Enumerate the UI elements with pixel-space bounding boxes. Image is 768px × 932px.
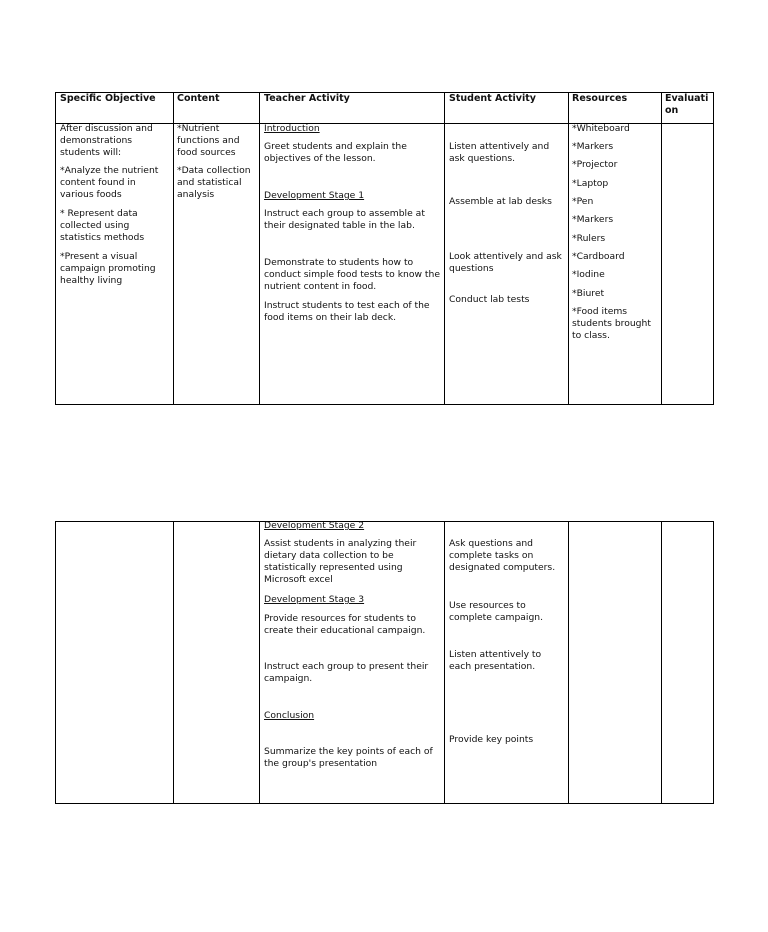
col-resources [569, 522, 662, 803]
col-student-activity [445, 93, 569, 404]
teacher-activity-text: Greet students and explain the objectives of the lesson. [264, 141, 407, 164]
col-resources [569, 93, 662, 404]
student-activity-text: Conduct lab tests [449, 294, 530, 305]
resource-item: *Food items students brought to class. [572, 306, 651, 341]
teacher-activity-text: Summarize the key points of each of the group's presentation [264, 746, 433, 769]
heading-development-stage-2: Development Stage 2 [264, 520, 365, 531]
resource-item: *Markers [572, 141, 614, 152]
teacher-activity-text: Instruct each group to present their campaign. [264, 661, 429, 684]
content-item: *Nutrient functions and food sources [177, 123, 240, 158]
student-activity-text: Assemble at lab desks [449, 196, 552, 207]
header-teacher-activity: Teacher Activity [264, 93, 350, 104]
col-specific-objective [56, 522, 174, 803]
col-content [174, 522, 260, 803]
resource-item: *Biuret [572, 288, 605, 299]
teacher-activity-text: Provide resources for students to create their educational campaign. [264, 613, 426, 636]
lesson-plan-table-1 [55, 92, 714, 405]
student-activity-text: Look attentively and ask questions [449, 251, 562, 274]
student-activity-text: Listen attentively to each presentation. [449, 649, 542, 672]
resource-item: *Pen [572, 196, 594, 207]
resource-item: *Laptop [572, 178, 609, 189]
teacher-activity-text: Demonstrate to students how to conduct simple food tests to know the nutrient content in food. [264, 257, 440, 292]
resource-item: *Rulers [572, 233, 606, 244]
header-specific-objective: Specific Objective [60, 93, 156, 104]
student-activity-text: Use resources to complete campaign. [449, 600, 544, 623]
objective-intro: After discussion and demonstrations students will: [60, 123, 153, 158]
header-evaluation: Evaluati on [665, 93, 709, 116]
resource-item: *Cardboard [572, 251, 625, 262]
header-student-activity: Student Activity [449, 93, 536, 104]
teacher-activity-text: Assist students in analyzing their dietary data collection to be statistically represented using Microsoft excel [264, 538, 417, 585]
heading-development-stage-3: Development Stage 3 [264, 594, 365, 605]
objective-item: *Present a visual campaign promoting healthy living [60, 251, 156, 286]
col-teacher-activity [260, 93, 445, 404]
resource-item: *Whiteboard [572, 123, 630, 134]
header-content: Content [177, 93, 220, 104]
heading-conclusion: Conclusion [264, 710, 315, 721]
teacher-activity-text: Instruct students to test each of the food items on their lab deck. [264, 300, 430, 323]
col-evaluation [662, 93, 715, 404]
objective-item: *Analyze the nutrient content found in various foods [60, 165, 159, 200]
header-resources: Resources [572, 93, 628, 104]
teacher-activity-text: Instruct each group to assemble at their designated table in the lab. [264, 208, 425, 231]
content-item: *Data collection and statistical analysis [177, 165, 251, 200]
lesson-plan-table-2 [55, 521, 714, 804]
resource-item: *Iodine [572, 269, 605, 280]
objective-item: * Represent data collected using statistics methods [60, 208, 145, 243]
col-evaluation [662, 522, 715, 803]
heading-development-stage-1: Development Stage 1 [264, 190, 365, 201]
student-activity-text: Listen attentively and ask questions. [449, 141, 550, 164]
student-activity-text: Ask questions and complete tasks on designated computers. [449, 538, 556, 573]
resource-item: *Markers [572, 214, 614, 225]
student-activity-text: Provide key points [449, 734, 534, 745]
heading-introduction: Introduction [264, 123, 320, 134]
resource-item: *Projector [572, 159, 618, 170]
